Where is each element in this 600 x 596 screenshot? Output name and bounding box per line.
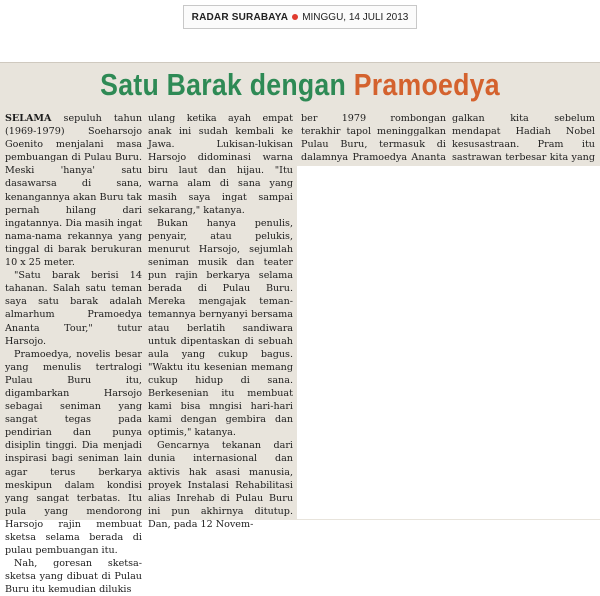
paragraph: Gencarnya tekanan dari dunia internasional dan aktivis hak asasi manusia, proyek Instalasi Rehabilitasi alias Inrehab di Pulau Buru ini pun akhirnya ditutup. Dan, pada 12 Novem- bbox=[148, 440, 293, 530]
paragraph: ulang ketika ayah empat anak ini sudah kembali ke Jawa. Lukisan-lukisan Harsojo didominasi warna biru laut dan hijau. "Itu warna alam di sana yang masih saya ingat sampai sekarang," katanya. bbox=[148, 113, 293, 216]
headline bbox=[42, 66, 558, 104]
source-label bbox=[183, 5, 417, 29]
blank-area bbox=[297, 166, 600, 519]
lead-word: SELAMA bbox=[5, 113, 52, 124]
paragraph: "Satu barak berisi 14 tahanan. Salah satu teman saya satu barak adalah almarhum Pramoedya Ananta Tour," tutur Harsojo. bbox=[5, 270, 142, 347]
paragraph bbox=[5, 112, 142, 269]
article-column-1 bbox=[5, 112, 142, 596]
paragraph-text: galkan kita sebelum mendapat Hadiah Nobel kesusastraan. Pram itu sastrawan terbesar kita yang bbox=[452, 113, 595, 164]
paragraph: Nah, goresan sketsa-sketsa yang dibuat di Pulau Buru itu kemudian dilukis bbox=[5, 558, 142, 596]
paragraph: Pramoedya, novelis besar yang menulis tertralogi Pulau Buru itu, digambarkan Harsojo sebagai seniman yang sangat tegas pada pendirian dan punya disiplin tinggi. Dia menjadi inspirasi bagi seniman lain agar terus berkarya meskipun dalam kondisi yang sangat terbatas. Itu pula yang mendorong Harsojo rajin membuat sketsa selama berada di pulau pembuangan itu. bbox=[5, 348, 142, 557]
paragraph: Bukan hanya penulis, penyair, atau pelukis, menurut Harsojo, sejumlah seniman musik dan teater pun rajin berkarya selama berada di Pulau Buru. Mereka mengajak teman-temannya bernyanyi bersama atau berlatih sandiwara untuk dipentaskan di sebuah aula yang cukup bagus. "Waktu itu kesenian memang cukup hidup di sana. Berkesenian itu membuat kami bisa mngisi hari-hari kami dengan gembira dan optimis," katanya. bbox=[148, 217, 293, 439]
publication-name: RADAR SURABAYA bbox=[191, 11, 289, 23]
headline-part-2: Pramoedya bbox=[353, 67, 500, 102]
paragraph-text: sepuluh tahun (1969-1979) Soeharsojo Goenito menjalani masa pembuangan di Pulau Buru. Meski 'hanya' satu dasawarsa di sana, kenangannya akan Buru tak pernah hilang dari ingatannya. Dia masih ingat nama-nama rekannya yang tinggal di barak berukuran 10 x 25 meter. bbox=[5, 113, 142, 269]
bullet-dot-icon bbox=[292, 14, 298, 20]
publication-date: MINGGU, 14 JULI 2013 bbox=[302, 11, 409, 23]
headline-part-1: Satu Barak dengan bbox=[100, 67, 347, 102]
article-column-2 bbox=[148, 112, 293, 531]
paragraph: ber 1979 rombongan terakhir tapol meninggalkan Pulau Buru, termasuk di dalamnya Pramoedya Ananta bbox=[301, 113, 446, 164]
